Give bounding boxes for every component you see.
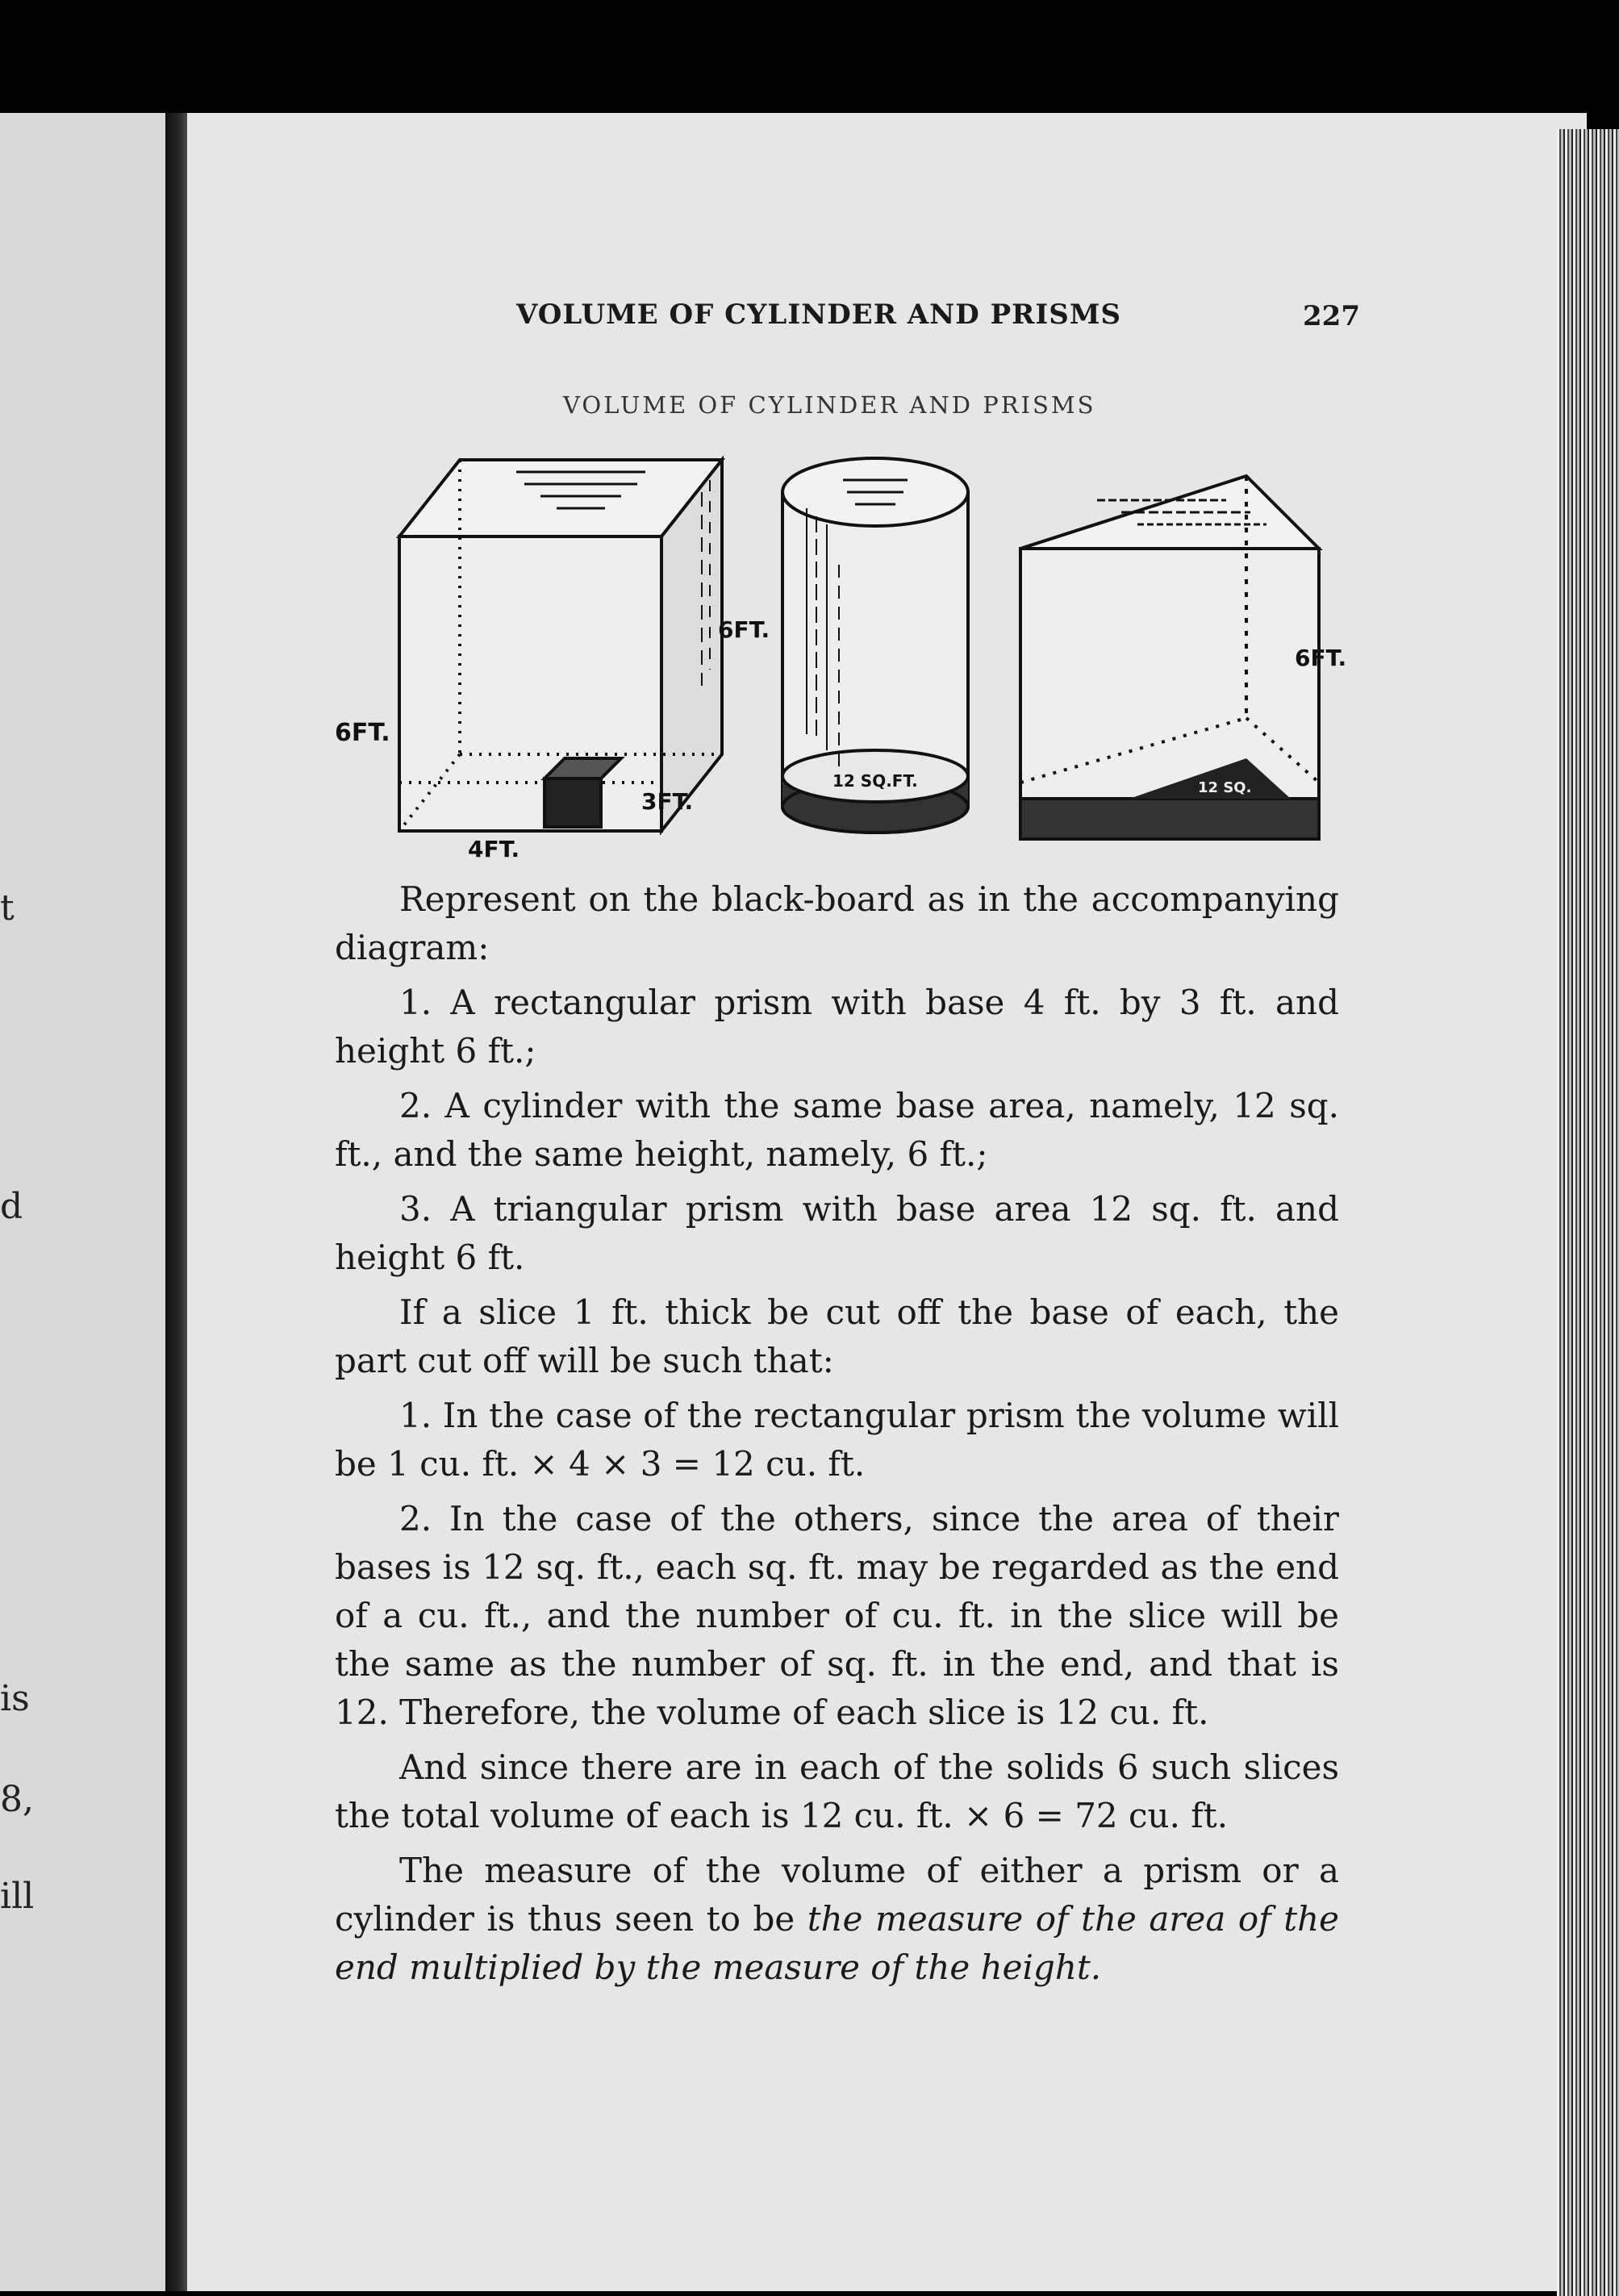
paragraph: If a slice 1 ft. thick be cut off the base of each, the part cut off will be such that: [335,1292,1339,1380]
paragraph: 1. A rectangular prism with base 4 ft. by 3 ft. and height 6 ft.; [335,983,1339,1071]
italic-conclusion: the measure of the area of the end multiplied by the measure of the height. [335,1899,1339,1987]
rectangular-prism [399,460,722,831]
left-page [0,113,165,2291]
book-gutter [165,113,190,2291]
left-page-fragment: is [0,1678,30,1719]
box-width-label: 4FT. [468,836,520,862]
solids-diagram [323,444,1371,863]
paragraph-text: The measure of the volume of either a prism or a cylinder is thus seen to be [335,1851,1339,1939]
tri-base-label: 12 SQ. [1198,779,1252,796]
paragraph: 2. In the case of the others, since the area of their bases is 12 sq. ft., each sq. ft. may be regarded as the end of a cu. ft., and the number of cu. ft. in the slice will be the same as the number of sq. ft. in the end, and that is 12. Therefore, the volume of each slice is 12 cu. ft. [335,1499,1339,1732]
paragraph [335,1847,1339,1992]
paragraph: 1. In the case of the rectangular prism the volume will be 1 cu. ft. × 4 × 3 = 12 cu. ft. [335,1396,1339,1484]
figure-title: VOLUME OF CYLINDER AND PRISMS [563,391,1096,419]
box-depth-label: 3FT. [641,788,694,815]
cylinder-base-label: 12 SQ.FT. [832,771,918,791]
running-head: VOLUME OF CYLINDER AND PRISMS [516,298,1122,331]
cylinder-height-label: 6FT. [718,616,770,643]
page-edges [1557,129,1619,2296]
left-page-fragment: t [0,887,15,929]
tri-height-label: 6FT. [1295,645,1347,671]
body-text [335,875,1339,1998]
box-height-label: 6FT. [335,719,390,747]
left-page-fragment: ill [0,1876,35,1917]
paragraph: 3. A triangular prism with base area 12 sq. ft. and height 6 ft. [335,1189,1339,1277]
paragraph: Represent on the black-board as in the accompanying diagram: [335,879,1339,967]
paragraph: 2. A cylinder with the same base area, namely, 12 sq. ft., and the same height, namely, 6 ft.; [335,1086,1339,1174]
page-number: 227 [1303,300,1360,332]
triangular-prism [1020,476,1319,839]
left-page-fragment: d [0,1186,23,1227]
left-page-fragment: 8, [0,1779,34,1820]
paragraph: And since there are in each of the solids 6 such slices the total volume of each is 12 cu. ft. × 6 = 72 cu. ft. [335,1747,1339,1835]
